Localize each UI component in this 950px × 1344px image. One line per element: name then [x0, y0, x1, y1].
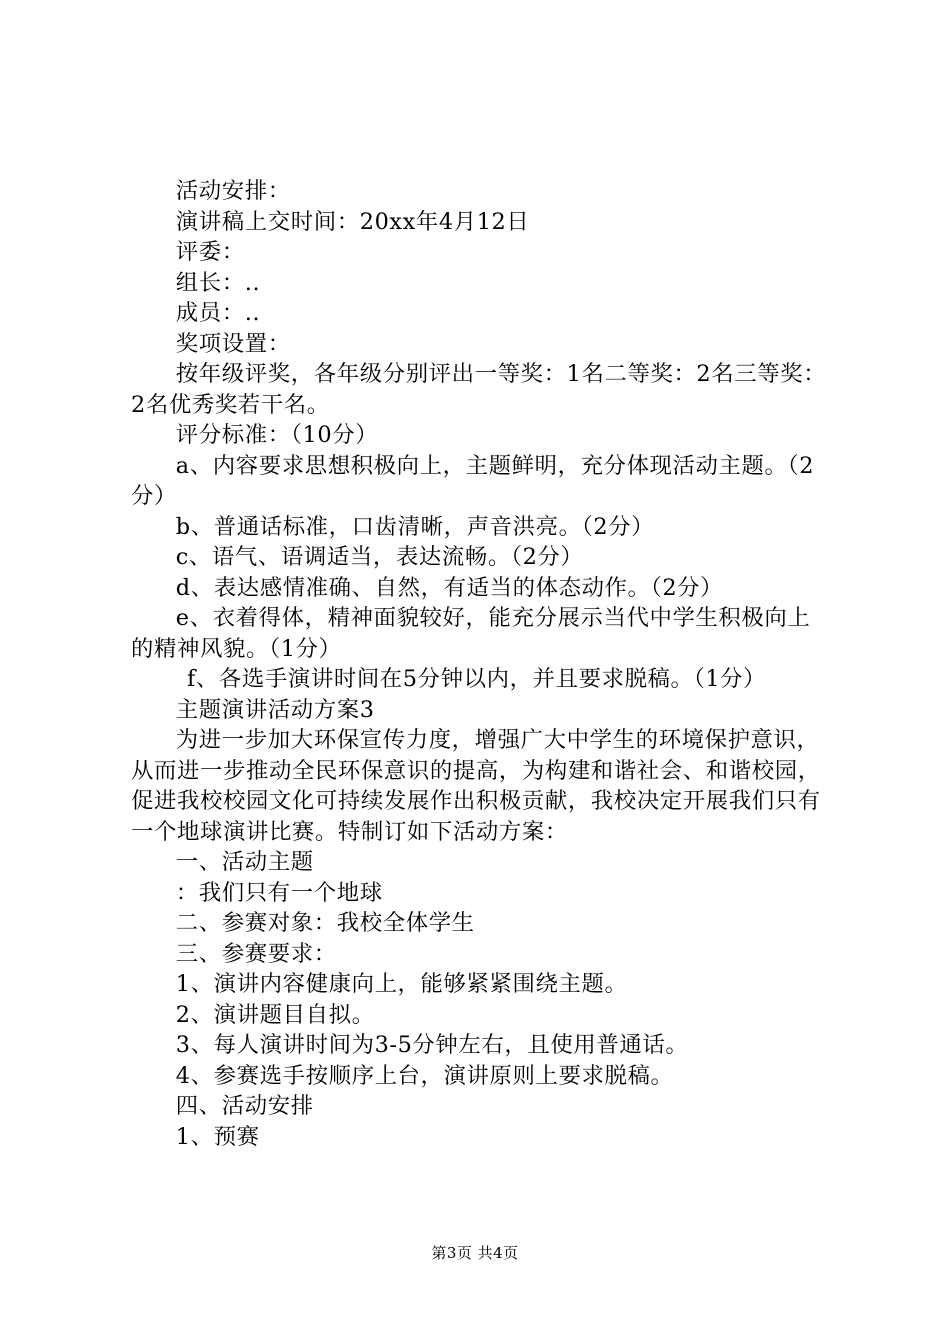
paragraph: 奖项设置： [175, 330, 291, 357]
document-body [131, 176, 831, 1152]
page-number: 第3页 共4页 [431, 1244, 519, 1262]
section-heading: 主题演讲活动方案3 [175, 696, 375, 723]
paragraph: a、内容要求思想积极向上，主题鲜明，充分体现活动主题。（2分） [131, 452, 815, 509]
paragraph: 评委： [175, 239, 245, 265]
paragraph: 一、活动主题 [175, 849, 314, 875]
paragraph: c、语气、语调适当，表达流畅。（2分） [175, 544, 584, 570]
paragraph: b、普通话标准，口齿清晰，声音洪亮。（2分） [175, 513, 655, 540]
paragraph: 评分标准：（10分） [175, 422, 379, 448]
paragraph: ：我们只有一个地球 [175, 879, 383, 906]
paragraph: 三、参赛要求： [175, 940, 337, 967]
paragraph: 1、演讲内容健康向上，能够紧紧围绕主题。 [175, 971, 628, 997]
paragraph: 活动安排： [175, 178, 291, 204]
paragraph: 四、活动安排 [175, 1093, 314, 1119]
paragraph: e、衣着得体，精神面貌较好，能充分展示当代中学生积极向上的精神风貌。（1分） [131, 605, 811, 662]
paragraph: 组长：.. [175, 269, 261, 296]
paragraph: f、各选手演讲时间在5分钟以内，并且要求脱稿。（1分） [187, 666, 767, 692]
paragraph: 2、演讲题目自拟。 [175, 1001, 375, 1028]
paragraph: 二、参赛对象：我校全体学生 [175, 910, 475, 936]
paragraph: 按年级评奖，各年级分别评出一等奖：1名二等奖：2名三等奖：2名优秀奖若干名。 [131, 361, 827, 418]
page-footer [0, 1243, 950, 1263]
paragraph: 成员：.. [175, 300, 261, 326]
paragraph: 演讲稿上交时间：20xx年4月12日 [175, 208, 530, 235]
paragraph: d、表达感情准确、自然，有适当的体态动作。（2分） [175, 574, 724, 601]
paragraph: 为进一步加大环保宣传力度，增强广大中学生的环境保护意识，从而进一步推动全民环保意识的提高，为构建和谐社会、和谐校园，促进我校校园文化可持续发展作出积极贡献，我校决定开展我们只有一个地球演讲比赛。特制订如下活动方案： [131, 727, 821, 845]
paragraph: 4、参赛选手按顺序上台，演讲原则上要求脱稿。 [175, 1062, 674, 1089]
paragraph: 3、每人演讲时间为3-5分钟左右，且使用普通话。 [175, 1032, 689, 1058]
paragraph: 1、预赛 [175, 1123, 260, 1150]
